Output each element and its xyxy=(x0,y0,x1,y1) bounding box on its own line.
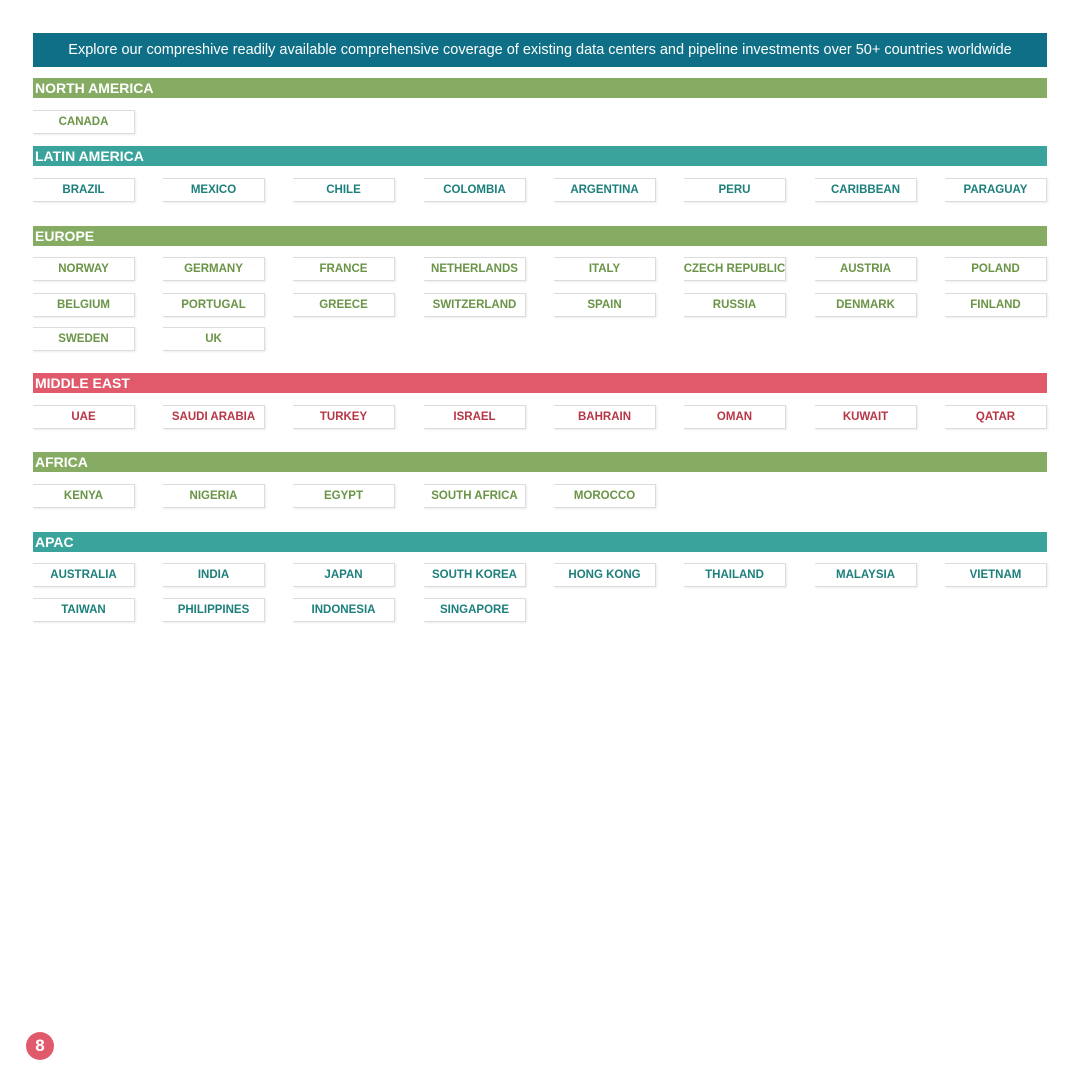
country-button[interactable]: GREECE xyxy=(293,293,395,317)
country-button[interactable]: GERMANY xyxy=(163,257,265,281)
country-button[interactable]: CARIBBEAN xyxy=(815,178,917,202)
region-header-africa: AFRICA xyxy=(33,452,1047,472)
country-button[interactable]: INDIA xyxy=(163,563,265,587)
country-button[interactable]: BAHRAIN xyxy=(554,405,656,429)
country-button[interactable]: ISRAEL xyxy=(424,405,526,429)
country-button[interactable]: TURKEY xyxy=(293,405,395,429)
country-button[interactable]: FINLAND xyxy=(945,293,1047,317)
country-button[interactable]: AUSTRALIA xyxy=(33,563,135,587)
country-button[interactable]: INDONESIA xyxy=(293,598,395,622)
region-header-north-america: NORTH AMERICA xyxy=(33,78,1047,98)
country-button[interactable]: EGYPT xyxy=(293,484,395,508)
country-button[interactable]: AUSTRIA xyxy=(815,257,917,281)
country-button[interactable]: ITALY xyxy=(554,257,656,281)
country-button[interactable]: POLAND xyxy=(945,257,1047,281)
country-button[interactable]: FRANCE xyxy=(293,257,395,281)
country-button[interactable]: COLOMBIA xyxy=(424,178,526,202)
country-button[interactable]: PHILIPPINES xyxy=(163,598,265,622)
country-button[interactable]: SAUDI ARABIA xyxy=(163,405,265,429)
country-button[interactable]: SOUTH AFRICA xyxy=(424,484,526,508)
country-button[interactable]: UAE xyxy=(33,405,135,429)
country-button[interactable]: PERU xyxy=(684,178,786,202)
country-button[interactable]: KENYA xyxy=(33,484,135,508)
region-header-middle-east: MIDDLE EAST xyxy=(33,373,1047,393)
country-button[interactable]: KUWAIT xyxy=(815,405,917,429)
country-button[interactable]: NIGERIA xyxy=(163,484,265,508)
country-button[interactable]: RUSSIA xyxy=(684,293,786,317)
country-button[interactable]: SOUTH KOREA xyxy=(424,563,526,587)
country-button[interactable]: THAILAND xyxy=(684,563,786,587)
country-button[interactable]: MALAYSIA xyxy=(815,563,917,587)
country-button[interactable]: OMAN xyxy=(684,405,786,429)
page-number-badge: 8 xyxy=(26,1032,54,1060)
country-button[interactable]: JAPAN xyxy=(293,563,395,587)
country-button[interactable]: BRAZIL xyxy=(33,178,135,202)
region-header-europe: EUROPE xyxy=(33,226,1047,246)
country-button[interactable]: UK xyxy=(163,327,265,351)
country-button[interactable]: SPAIN xyxy=(554,293,656,317)
country-button[interactable]: CHILE xyxy=(293,178,395,202)
country-button[interactable]: SWITZERLAND xyxy=(424,293,526,317)
country-button[interactable]: MEXICO xyxy=(163,178,265,202)
region-header-apac: APAC xyxy=(33,532,1047,552)
country-button[interactable]: PORTUGAL xyxy=(163,293,265,317)
country-button[interactable]: VIETNAM xyxy=(945,563,1047,587)
country-button[interactable]: BELGIUM xyxy=(33,293,135,317)
country-button[interactable]: PARAGUAY xyxy=(945,178,1047,202)
country-button[interactable]: SINGAPORE xyxy=(424,598,526,622)
coverage-banner: Explore our compreshive readily available comprehensive coverage of existing data centers and pipeline investments over 50+ countries worldwide xyxy=(33,33,1047,67)
country-button[interactable]: SWEDEN xyxy=(33,327,135,351)
country-button[interactable]: CZECH REPUBLIC xyxy=(684,257,786,281)
country-button[interactable]: MOROCCO xyxy=(554,484,656,508)
country-button[interactable]: DENMARK xyxy=(815,293,917,317)
country-button[interactable]: TAIWAN xyxy=(33,598,135,622)
country-button[interactable]: HONG KONG xyxy=(554,563,656,587)
country-button[interactable]: NORWAY xyxy=(33,257,135,281)
country-button[interactable]: CANADA xyxy=(33,110,135,134)
country-button[interactable]: QATAR xyxy=(945,405,1047,429)
country-button[interactable]: NETHERLANDS xyxy=(424,257,526,281)
region-header-latin-america: LATIN AMERICA xyxy=(33,146,1047,166)
country-button[interactable]: ARGENTINA xyxy=(554,178,656,202)
